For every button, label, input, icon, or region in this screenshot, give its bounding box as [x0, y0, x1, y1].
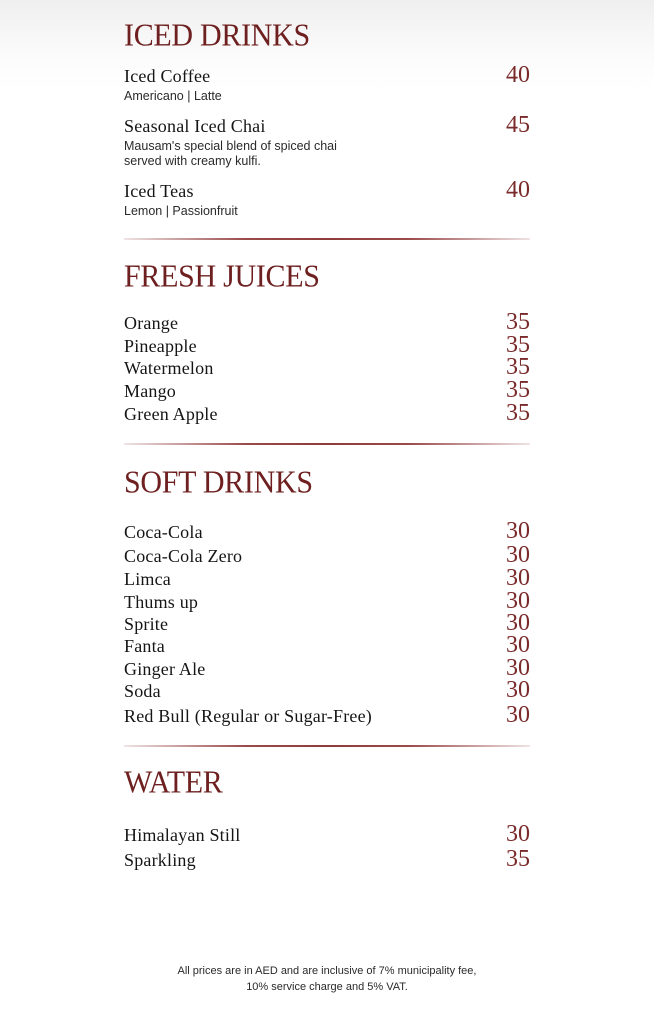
menu-item-mango	[124, 377, 530, 403]
section-title-iced-drinks: ICED DRINKS	[124, 18, 310, 53]
item-name: Green Apple	[124, 404, 218, 424]
menu-item-pineapple	[124, 332, 530, 358]
item-name: Red Bull (Regular or Sugar-Free)	[124, 706, 372, 726]
item-name: Watermelon	[124, 358, 214, 378]
item-price: 35	[506, 846, 530, 872]
item-description: Americano | Latte	[124, 89, 222, 103]
section-divider	[124, 443, 530, 445]
item-name: Coca-Cola	[124, 522, 203, 542]
item-name: Iced Coffee	[124, 66, 211, 86]
item-price: 30	[506, 610, 530, 636]
item-price: 30	[506, 565, 530, 591]
item-name: Fanta	[124, 636, 165, 656]
menu-item-thums-up	[124, 588, 530, 614]
item-price: 40	[506, 62, 530, 88]
item-name: Sprite	[124, 614, 169, 634]
menu-item-coca-cola-zero	[124, 542, 530, 568]
item-name: Himalayan Still	[124, 825, 241, 845]
item-name: Ginger Ale	[124, 659, 206, 679]
pricing-footnote	[0, 963, 654, 995]
footnote-line-2: 10% service charge and 5% VAT.	[246, 981, 408, 993]
item-name: Coca-Cola Zero	[124, 546, 243, 566]
footnote-line-1: All prices are in AED and are inclusive of 7% municipality fee,	[177, 965, 477, 977]
menu-item-coca-cola	[124, 518, 530, 544]
menu-item-iced-teas	[124, 177, 530, 219]
item-price: 35	[506, 332, 530, 358]
menu-item-sparkling	[124, 846, 530, 872]
section-title-water: WATER	[124, 765, 223, 800]
menu-item-watermelon	[124, 354, 530, 380]
item-price: 30	[506, 542, 530, 568]
menu-item-fanta	[124, 632, 530, 658]
item-price: 35	[506, 377, 530, 403]
menu-item-soda	[124, 677, 530, 703]
menu-item-iced-coffee	[124, 62, 530, 104]
item-price: 30	[506, 677, 530, 703]
item-price: 40	[506, 177, 530, 203]
section-divider	[124, 238, 530, 240]
item-price: 30	[506, 702, 530, 728]
item-name: Iced Teas	[124, 181, 194, 201]
item-price: 30	[506, 588, 530, 614]
item-price: 45	[506, 112, 530, 138]
section-title-fresh-juices: FRESH JUICES	[124, 259, 320, 294]
item-price: 30	[506, 821, 530, 847]
item-name: Sparkling	[124, 850, 196, 870]
item-name: Thums up	[124, 592, 199, 612]
menu-item-ginger-ale	[124, 655, 530, 681]
menu-item-orange	[124, 309, 530, 335]
item-price: 35	[506, 309, 530, 335]
item-price: 30	[506, 632, 530, 658]
item-name: Pineapple	[124, 336, 197, 356]
item-description: Mausam's special blend of spiced chai served with creamy kulfi.	[124, 139, 337, 168]
item-name: Soda	[124, 681, 161, 701]
item-name: Orange	[124, 313, 179, 333]
section-divider	[124, 745, 530, 747]
menu-item-limca	[124, 565, 530, 591]
section-title-soft-drinks: SOFT DRINKS	[124, 465, 313, 500]
menu-item-sprite	[124, 610, 530, 636]
item-description: Lemon | Passionfruit	[124, 204, 238, 218]
menu-item-himalayan-still	[124, 821, 530, 847]
item-price: 35	[506, 354, 530, 380]
menu-item-seasonal-iced-chai	[124, 112, 530, 169]
menu-item-green-apple	[124, 400, 530, 426]
menu-item-red-bull	[124, 702, 530, 728]
item-name: Mango	[124, 381, 176, 401]
item-price: 30	[506, 518, 530, 544]
item-price: 35	[506, 400, 530, 426]
item-name: Limca	[124, 569, 171, 589]
item-name: Seasonal Iced Chai	[124, 116, 266, 136]
item-price: 30	[506, 655, 530, 681]
